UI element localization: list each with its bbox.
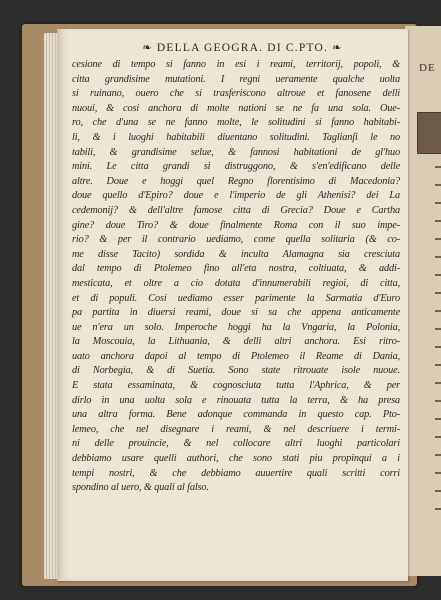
- text-line: pa partita in diuersi reami, doue si sa che appena anticamente: [72, 307, 400, 319]
- text-line: spondino al uero, & quali al falso.: [72, 482, 209, 494]
- text-line: nuoui, & cosi anchora di molte nationi se ne fa una sola. Oue-: [72, 102, 400, 114]
- facing-text-fragment: [435, 472, 441, 474]
- facing-text-fragment: [435, 310, 441, 312]
- facing-running-head: DE: [419, 62, 436, 74]
- facing-text-fragment: [435, 436, 441, 438]
- page-edges: [44, 33, 58, 579]
- book-page: [57, 29, 408, 581]
- facing-initial-ornament: [417, 112, 441, 154]
- text-line: citta grandisime mutationi. I regni ueramente qualche uolta: [72, 73, 400, 85]
- facing-text-fragment: [435, 328, 441, 330]
- text-line: si ruinano, ouero che si trasferiscono altroue et fanosene delli: [72, 88, 400, 100]
- text-line: mini. Le citta grandi si distruggono, & s'en'edificano delle: [72, 161, 400, 173]
- facing-text-fragment: [435, 220, 441, 222]
- text-line: dal tempo di Ptolemeo fino all'eta nostra, coltiuata, & addi-: [72, 263, 400, 275]
- facing-text-fragment: [435, 274, 441, 276]
- text-line: di Norbegia, & di Suetia. Sono state ritrouate isole nuoue.: [72, 365, 400, 377]
- facing-text-fragment: [435, 490, 441, 492]
- text-line: tabili, & grandisime selue, & fannosi habitationi de gl'huo: [72, 146, 400, 158]
- text-line: una altra forma. Bene adonque commanda in questo cap. Pto-: [72, 409, 400, 421]
- facing-text-fragment: [435, 508, 441, 510]
- text-line: debbiamo usare quelli authori, che sono stati piu propinqui a i: [72, 453, 400, 465]
- facing-text-fragment: [435, 256, 441, 258]
- facing-text-fragment: [435, 202, 441, 204]
- text-line: cesione di tempo si fanno in esi i reami, territorij, popoli, &: [72, 59, 400, 70]
- text-line: la Moscouia, la Lithuania, & delli altri anchora. Esi ritro-: [72, 336, 400, 348]
- text-line: dirlo in una uolta sola e rinouata tutta la terra, & ha presa: [72, 394, 400, 406]
- text-line: et di populi. Cosi uediamo esser parimente la Sarmatia d'Euro: [72, 292, 400, 304]
- fleuron-icon: ❧: [142, 42, 153, 54]
- facing-text-fragment: [435, 184, 441, 186]
- text-line: tempi nostri, & che debbiamo auuertire quali scritti corri: [72, 467, 400, 479]
- text-line: altre. Doue e hoggi quel Regno florentisimo di Macedonia?: [72, 175, 400, 187]
- running-head: [75, 41, 410, 57]
- page-body-text: [72, 58, 400, 496]
- text-line: uato anchora dapoi al tempo di Ptolemeo il Reame di Dania,: [72, 350, 400, 362]
- text-line: mesticata, et oltre a cio dotata d'innumerabili regioi, di citta,: [72, 277, 400, 289]
- fleuron-icon: ❧: [332, 42, 343, 54]
- facing-text-fragment: [435, 364, 441, 366]
- facing-text-fragment: [435, 454, 441, 456]
- text-line: cedemonij? & dell'altre famose citta di Grecia? Doue e Cartha: [72, 204, 400, 216]
- facing-text-fragment: [435, 238, 441, 240]
- text-line: E stata essaminata, & cognosciuta tutta l'Aphrica, & per: [72, 380, 400, 392]
- text-line: doue quello d'Epiro? doue e l'imperio de gli Athenisi? dei La: [72, 190, 400, 202]
- text-line: gine? doue Tiro? & doue finalmente Roma con il suo impe-: [72, 219, 400, 231]
- facing-text-fragment: [435, 346, 441, 348]
- text-line: li, & i luoghi habitabili diuentano solitudini. Taglianſi le no: [72, 131, 400, 143]
- text-line: me disse Tacito) sordida & inculta Alamagna sia cresciuta: [72, 248, 400, 260]
- facing-text-fragment: [435, 382, 441, 384]
- facing-text-fragment: [435, 400, 441, 402]
- text-line: rio? & per il contrario uediamo, come quella solitaria (& co-: [72, 234, 400, 246]
- text-line: ue n'era un solo. Imperoche hoggi ha la Vngaria, la Polonia,: [72, 321, 400, 333]
- text-line: ro, che d'una se ne fanno molte, le solitudini si fanno habitabi-: [72, 117, 400, 129]
- text-line: lemeo, che nel disegnare i reami, & nel descriuere i termi-: [72, 423, 400, 435]
- running-head-title: DELLA GEOGRA. DI C.PTO.: [156, 42, 329, 54]
- facing-page-edge: [404, 26, 441, 576]
- facing-text-fragment: [435, 418, 441, 420]
- facing-text-fragment: [435, 166, 441, 168]
- facing-text-fragment: [435, 292, 441, 294]
- text-line: ni delle prouincie, & nel collocare altri luoghi particolari: [72, 438, 400, 450]
